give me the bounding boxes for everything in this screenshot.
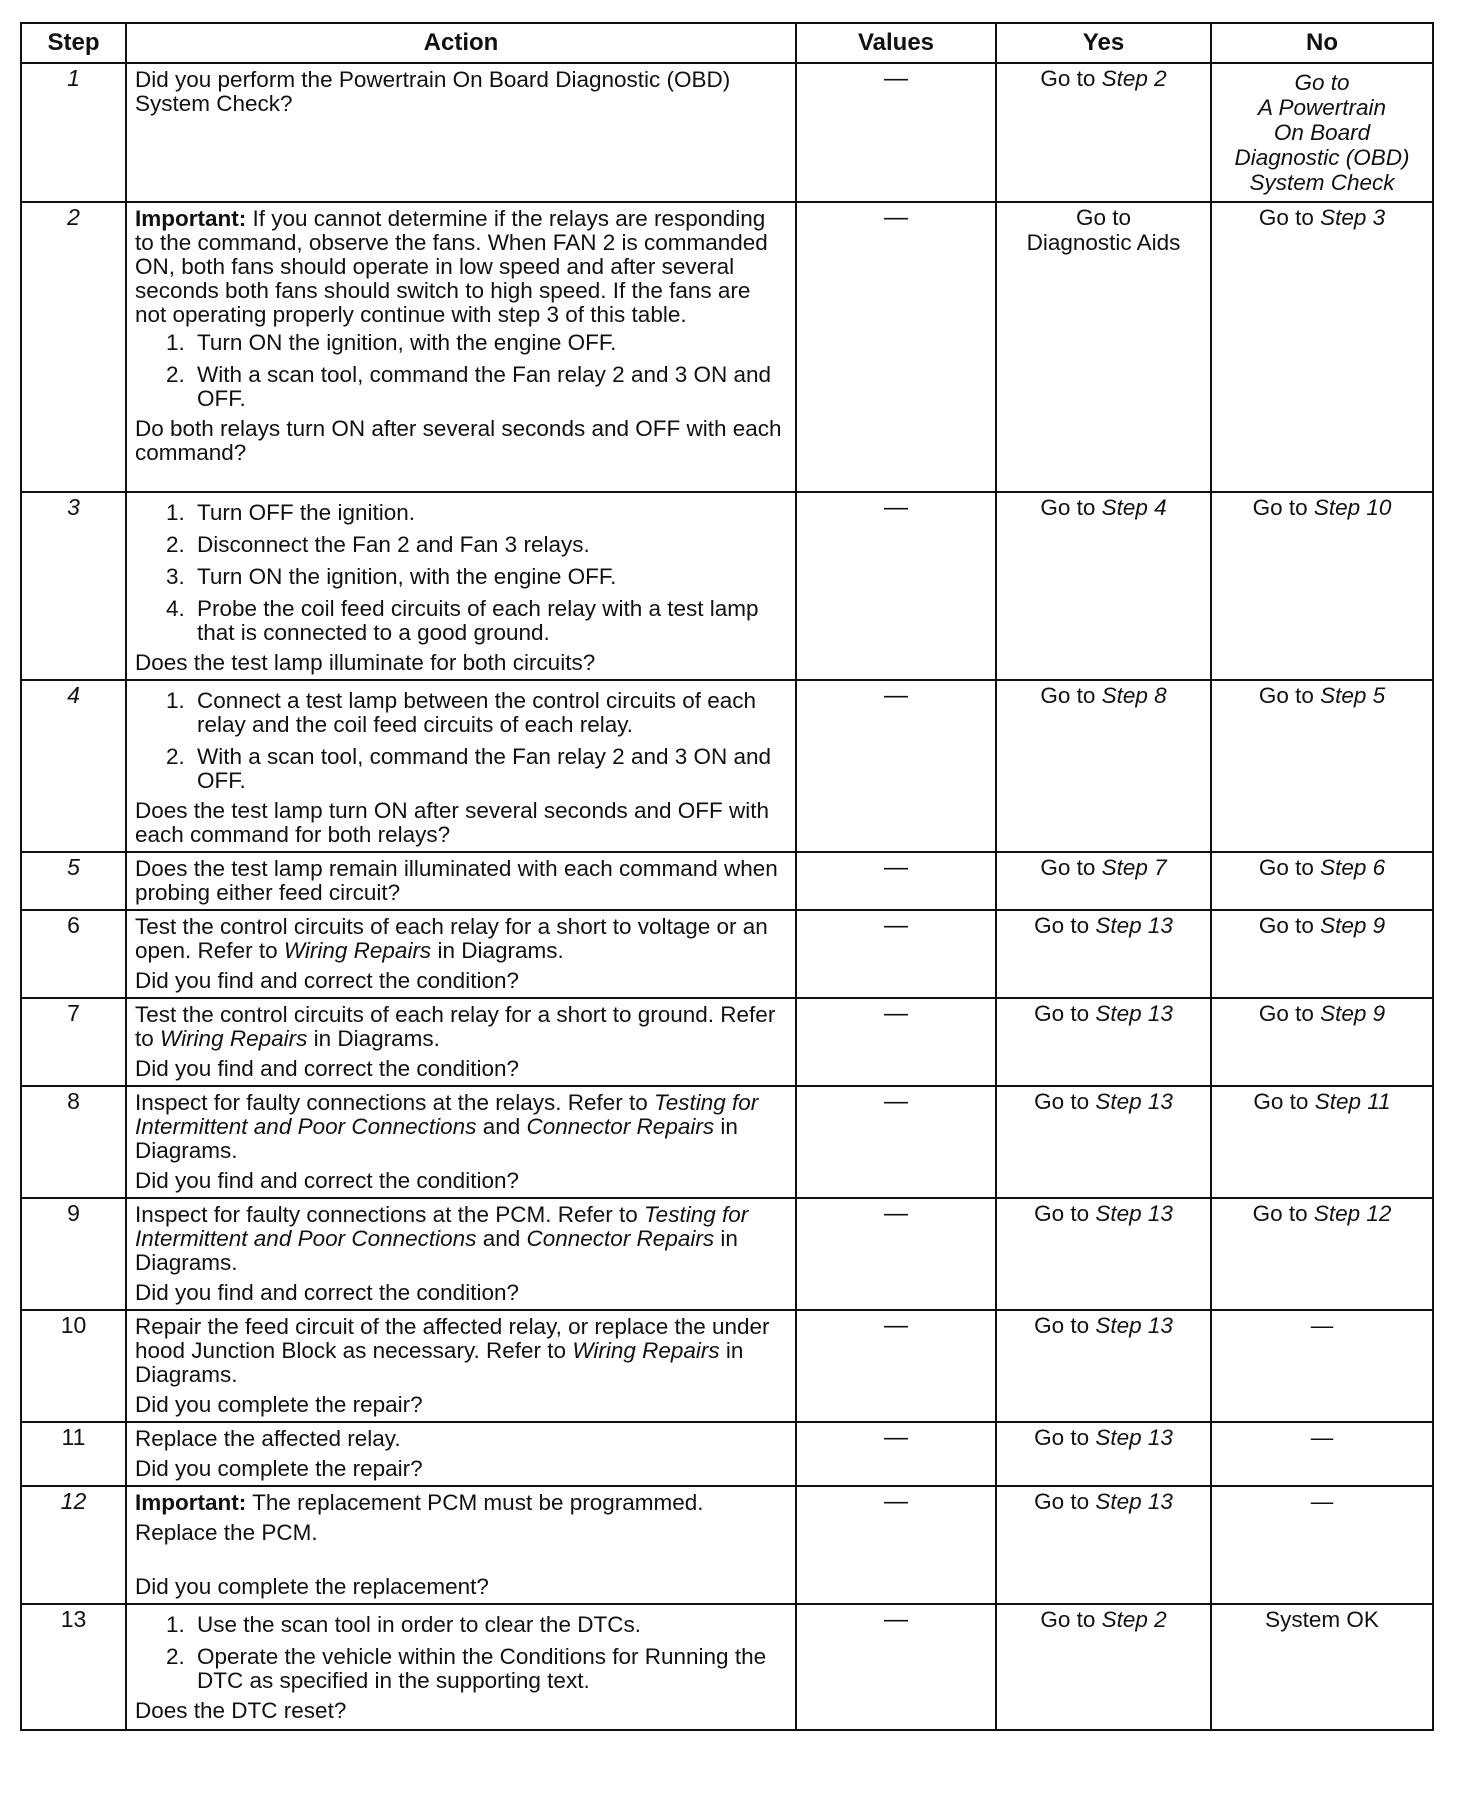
text-run: in Diagrams. bbox=[135, 1114, 738, 1163]
action-cell bbox=[126, 1086, 796, 1198]
no-cell bbox=[1211, 202, 1433, 492]
text-run: in Diagrams. bbox=[307, 1026, 440, 1051]
action-cell bbox=[126, 852, 796, 910]
text-run: Step 2 bbox=[1101, 66, 1167, 91]
step-number: 2 bbox=[21, 202, 126, 492]
action-text bbox=[135, 1521, 787, 1545]
text-run: Did you find and correct the condition? bbox=[135, 968, 519, 993]
text-run: Step 13 bbox=[1095, 1089, 1173, 1114]
action-text bbox=[135, 1575, 787, 1599]
yes-cell bbox=[996, 910, 1211, 998]
text-run: Step 7 bbox=[1101, 855, 1167, 880]
table-row bbox=[21, 910, 1433, 998]
text-run: Step 11 bbox=[1314, 1089, 1391, 1114]
no-cell bbox=[1211, 1604, 1433, 1730]
action-steps bbox=[135, 501, 787, 645]
text-run: — bbox=[1310, 1313, 1334, 1338]
no-cell bbox=[1211, 492, 1433, 680]
action-step: 4. Probe the coil feed circuits of each relay with a test lamp that is connected to a good ground. bbox=[191, 597, 787, 645]
table-row bbox=[21, 852, 1433, 910]
step-number: 8 bbox=[21, 1086, 126, 1198]
text-run: If you cannot determine if the relays are responding to the command, observe the fans. When FAN 2 is commanded ON, both fans should operate in low speed and after several seconds both fans should switch to high speed. If the fans are not operating properly continue with step 3 of this table. bbox=[135, 206, 768, 327]
text-run: Do both relays turn ON after several seconds and OFF with each command? bbox=[135, 416, 782, 465]
text-run: Step 4 bbox=[1101, 495, 1167, 520]
values-cell: — bbox=[796, 1310, 996, 1422]
step-number: 9 bbox=[21, 1198, 126, 1310]
text-run: Step 9 bbox=[1320, 1001, 1386, 1026]
text-run: Step 13 bbox=[1095, 1201, 1173, 1226]
action-cell bbox=[126, 1198, 796, 1310]
text-run: and bbox=[476, 1114, 527, 1139]
text-run: — bbox=[1310, 1425, 1334, 1450]
no-cell bbox=[1211, 910, 1433, 998]
action-steps bbox=[135, 1613, 787, 1693]
text-run: Go to bbox=[1040, 855, 1102, 880]
action-cell bbox=[126, 1422, 796, 1486]
action-text bbox=[135, 207, 787, 327]
text-run: Go to bbox=[1034, 1425, 1096, 1450]
no-cell bbox=[1211, 1086, 1433, 1198]
table-row bbox=[21, 1198, 1433, 1310]
text-run: Test the control circuits of each relay for a short to voltage or an open. Refer to bbox=[135, 914, 768, 963]
text-run: Replace the PCM. bbox=[135, 1520, 318, 1545]
text-run: Go to bbox=[1040, 66, 1102, 91]
step-number: 13 bbox=[21, 1604, 126, 1730]
yes-cell bbox=[996, 1604, 1211, 1730]
table-row bbox=[21, 202, 1433, 492]
step-number: 7 bbox=[21, 998, 126, 1086]
text-run: and bbox=[476, 1226, 527, 1251]
action-step: 1. Use the scan tool in order to clear the DTCs. bbox=[191, 1613, 787, 1637]
text-run: Did you find and correct the condition? bbox=[135, 1280, 519, 1305]
action-steps bbox=[135, 331, 787, 411]
action-text bbox=[135, 1057, 787, 1081]
action-step: 2. With a scan tool, command the Fan relay 2 and 3 ON and OFF. bbox=[191, 363, 787, 411]
text-run: Go to bbox=[1252, 495, 1314, 520]
action-cell bbox=[126, 1486, 796, 1604]
action-step: 3. Turn ON the ignition, with the engine OFF. bbox=[191, 565, 787, 589]
header-step: Step bbox=[21, 23, 126, 63]
values-cell: — bbox=[796, 1486, 996, 1604]
text-run: Go to bbox=[1034, 913, 1096, 938]
text-run: Step 13 bbox=[1095, 1489, 1173, 1514]
action-text bbox=[135, 1203, 787, 1275]
action-step: 1. Turn ON the ignition, with the engine OFF. bbox=[191, 331, 787, 355]
action-text bbox=[135, 857, 787, 905]
text-run: Go to bbox=[1034, 1001, 1096, 1026]
action-text bbox=[135, 969, 787, 993]
no-cell bbox=[1211, 998, 1433, 1086]
step-number: 6 bbox=[21, 910, 126, 998]
values-cell: — bbox=[796, 998, 996, 1086]
no-cell bbox=[1211, 852, 1433, 910]
action-text bbox=[135, 1427, 787, 1451]
text-run: Did you complete the repair? bbox=[135, 1392, 423, 1417]
text-run: Go to bbox=[1040, 1607, 1102, 1632]
text-run: Step 13 bbox=[1095, 1425, 1173, 1450]
text-run: Go to bbox=[1040, 683, 1102, 708]
yes-cell bbox=[996, 852, 1211, 910]
step-number: 5 bbox=[21, 852, 126, 910]
table-body bbox=[21, 63, 1433, 1730]
action-text bbox=[135, 1699, 787, 1723]
text-run: Go to bbox=[1258, 1001, 1321, 1026]
text-run: Go to bbox=[1034, 1489, 1096, 1514]
text-run: Step 2 bbox=[1101, 1607, 1167, 1632]
cell-line: System Check bbox=[1249, 170, 1395, 195]
cell-line: Go to bbox=[1075, 205, 1132, 230]
text-run: Go to bbox=[1252, 1201, 1314, 1226]
text-run: Go to bbox=[1253, 1089, 1315, 1114]
text-run: in Diagrams. bbox=[135, 1338, 744, 1387]
text-run: — bbox=[1310, 1489, 1334, 1514]
text-run: Wiring Repairs bbox=[160, 1026, 308, 1051]
action-step: 2. Operate the vehicle within the Conditions for Running the DTC as specified in the supporting text. bbox=[191, 1645, 787, 1693]
text-run: Go to bbox=[1258, 205, 1321, 230]
text-run: Step 12 bbox=[1313, 1201, 1392, 1226]
yes-cell bbox=[996, 998, 1211, 1086]
action-cell bbox=[126, 202, 796, 492]
table-row bbox=[21, 1422, 1433, 1486]
action-text bbox=[135, 1457, 787, 1481]
text-run: Does the test lamp remain illuminated with each command when probing either feed circuit? bbox=[135, 856, 778, 905]
action-text bbox=[135, 651, 787, 675]
text-run: Go to bbox=[1034, 1201, 1096, 1226]
yes-cell bbox=[996, 1422, 1211, 1486]
step-number: 12 bbox=[21, 1486, 126, 1604]
text-run: Inspect for faulty connections at the PCM. Refer to bbox=[135, 1202, 644, 1227]
values-cell: — bbox=[796, 492, 996, 680]
cell-line: Diagnostic (OBD) bbox=[1234, 145, 1410, 170]
step-number: 1 bbox=[21, 63, 126, 202]
table-row bbox=[21, 1604, 1433, 1730]
text-run: in Diagrams. bbox=[431, 938, 564, 963]
action-text bbox=[135, 1091, 787, 1163]
yes-cell bbox=[996, 680, 1211, 852]
action-cell bbox=[126, 910, 796, 998]
action-step: 1. Connect a test lamp between the control circuits of each relay and the coil feed circuits of each relay. bbox=[191, 689, 787, 737]
text-run: Go to bbox=[1040, 495, 1102, 520]
values-cell: — bbox=[796, 910, 996, 998]
yes-cell bbox=[996, 1086, 1211, 1198]
text-run: Connector Repairs bbox=[526, 1226, 715, 1251]
values-cell: — bbox=[796, 202, 996, 492]
values-cell: — bbox=[796, 852, 996, 910]
text-run: Did you complete the repair? bbox=[135, 1456, 423, 1481]
action-cell bbox=[126, 1604, 796, 1730]
text-run: Did you complete the replacement? bbox=[135, 1574, 489, 1599]
text-run: Go to bbox=[1034, 1313, 1096, 1338]
values-cell: — bbox=[796, 63, 996, 202]
diagnostic-table bbox=[20, 22, 1434, 1731]
table-row bbox=[21, 63, 1433, 202]
table-row bbox=[21, 680, 1433, 852]
action-steps bbox=[135, 689, 787, 793]
action-step: 2. With a scan tool, command the Fan relay 2 and 3 ON and OFF. bbox=[191, 745, 787, 793]
text-run: Replace the affected relay. bbox=[135, 1426, 401, 1451]
text-run: Go to bbox=[1034, 1089, 1096, 1114]
action-cell bbox=[126, 998, 796, 1086]
values-cell: — bbox=[796, 1086, 996, 1198]
action-text bbox=[135, 1393, 787, 1417]
no-cell bbox=[1211, 1310, 1433, 1422]
values-cell: — bbox=[796, 1604, 996, 1730]
values-cell: — bbox=[796, 1422, 996, 1486]
text-run: Does the test lamp turn ON after several seconds and OFF with each command for both relays? bbox=[135, 798, 770, 847]
step-number: 3 bbox=[21, 492, 126, 680]
text-run: Step 13 bbox=[1095, 913, 1173, 938]
text-run: Testing for Intermittent and Poor Connections bbox=[135, 1090, 759, 1139]
no-cell bbox=[1211, 1422, 1433, 1486]
action-cell bbox=[126, 63, 796, 202]
cell-line: Go to bbox=[1294, 70, 1350, 95]
no-cell bbox=[1211, 1198, 1433, 1310]
step-number: 4 bbox=[21, 680, 126, 852]
text-run: Step 8 bbox=[1101, 683, 1167, 708]
cell-line: On Board bbox=[1273, 120, 1371, 145]
text-run: Does the DTC reset? bbox=[135, 1698, 347, 1723]
text-run: Did you perform the Powertrain On Board Diagnostic (OBD) System Check? bbox=[135, 67, 731, 116]
text-run: Connector Repairs bbox=[526, 1114, 715, 1139]
action-text bbox=[135, 1491, 787, 1515]
header-values: Values bbox=[796, 23, 996, 63]
yes-cell bbox=[996, 1310, 1211, 1422]
text-run: Go to bbox=[1258, 683, 1321, 708]
text-run: Test the control circuits of each relay for a short to ground. Refer to bbox=[135, 1002, 776, 1051]
cell-line: Diagnostic Aids bbox=[1026, 230, 1181, 255]
text-run: Step 13 bbox=[1095, 1001, 1173, 1026]
text-run: Wiring Repairs bbox=[283, 938, 432, 963]
text-run: Go to bbox=[1258, 855, 1321, 880]
text-run: Step 6 bbox=[1320, 855, 1386, 880]
action-text bbox=[135, 68, 787, 116]
text-run: Testing for Intermittent and Poor Connections bbox=[135, 1202, 749, 1251]
action-cell bbox=[126, 1310, 796, 1422]
text-run: Repair the feed circuit of the affected relay, or replace the under hood Junction Block as necessary. Refer to bbox=[135, 1314, 770, 1363]
text-run: System OK bbox=[1265, 1607, 1379, 1632]
step-number: 10 bbox=[21, 1310, 126, 1422]
text-run: in Diagrams. bbox=[135, 1226, 738, 1275]
text-run: Step 13 bbox=[1095, 1313, 1173, 1338]
text-run: Go to bbox=[1258, 913, 1321, 938]
table-row bbox=[21, 492, 1433, 680]
action-text bbox=[135, 1003, 787, 1051]
text-run: Did you find and correct the condition? bbox=[135, 1056, 519, 1081]
values-cell: — bbox=[796, 680, 996, 852]
values-cell: — bbox=[796, 1198, 996, 1310]
action-text bbox=[135, 1315, 787, 1387]
text-run: Does the test lamp illuminate for both circuits? bbox=[135, 650, 596, 675]
action-cell bbox=[126, 492, 796, 680]
step-number: 11 bbox=[21, 1422, 126, 1486]
text-run: Step 3 bbox=[1320, 205, 1386, 230]
table-row bbox=[21, 1086, 1433, 1198]
action-text bbox=[135, 1281, 787, 1305]
no-cell bbox=[1211, 680, 1433, 852]
yes-cell bbox=[996, 63, 1211, 202]
table-row bbox=[21, 1310, 1433, 1422]
no-cell bbox=[1211, 63, 1433, 202]
header-action: Action bbox=[126, 23, 796, 63]
text-run: Inspect for faulty connections at the relays. Refer to bbox=[135, 1090, 655, 1115]
action-text bbox=[135, 1169, 787, 1193]
header-no: No bbox=[1211, 23, 1433, 63]
cell-line: A Powertrain bbox=[1258, 95, 1386, 120]
header-row bbox=[21, 23, 1433, 63]
action-text bbox=[135, 915, 787, 963]
yes-cell bbox=[996, 492, 1211, 680]
table-row bbox=[21, 998, 1433, 1086]
header-yes: Yes bbox=[996, 23, 1211, 63]
action-text bbox=[135, 799, 787, 847]
text-run: Step 10 bbox=[1313, 495, 1392, 520]
text-run: The replacement PCM must be programmed. bbox=[246, 1490, 704, 1515]
table-row bbox=[21, 1486, 1433, 1604]
text-run: Step 9 bbox=[1320, 913, 1386, 938]
text-run: Wiring Repairs bbox=[572, 1338, 720, 1363]
text-run: Did you find and correct the condition? bbox=[135, 1168, 519, 1193]
action-text bbox=[135, 417, 787, 465]
action-step: 1. Turn OFF the ignition. bbox=[191, 501, 787, 525]
yes-cell bbox=[996, 1198, 1211, 1310]
text-run: Important: bbox=[135, 1490, 247, 1515]
yes-cell bbox=[996, 202, 1211, 492]
action-step: 2. Disconnect the Fan 2 and Fan 3 relays. bbox=[191, 533, 787, 557]
text-run: Step 5 bbox=[1320, 683, 1386, 708]
no-cell bbox=[1211, 1486, 1433, 1604]
text-run: Important: bbox=[135, 206, 247, 231]
action-cell bbox=[126, 680, 796, 852]
yes-cell bbox=[996, 1486, 1211, 1604]
